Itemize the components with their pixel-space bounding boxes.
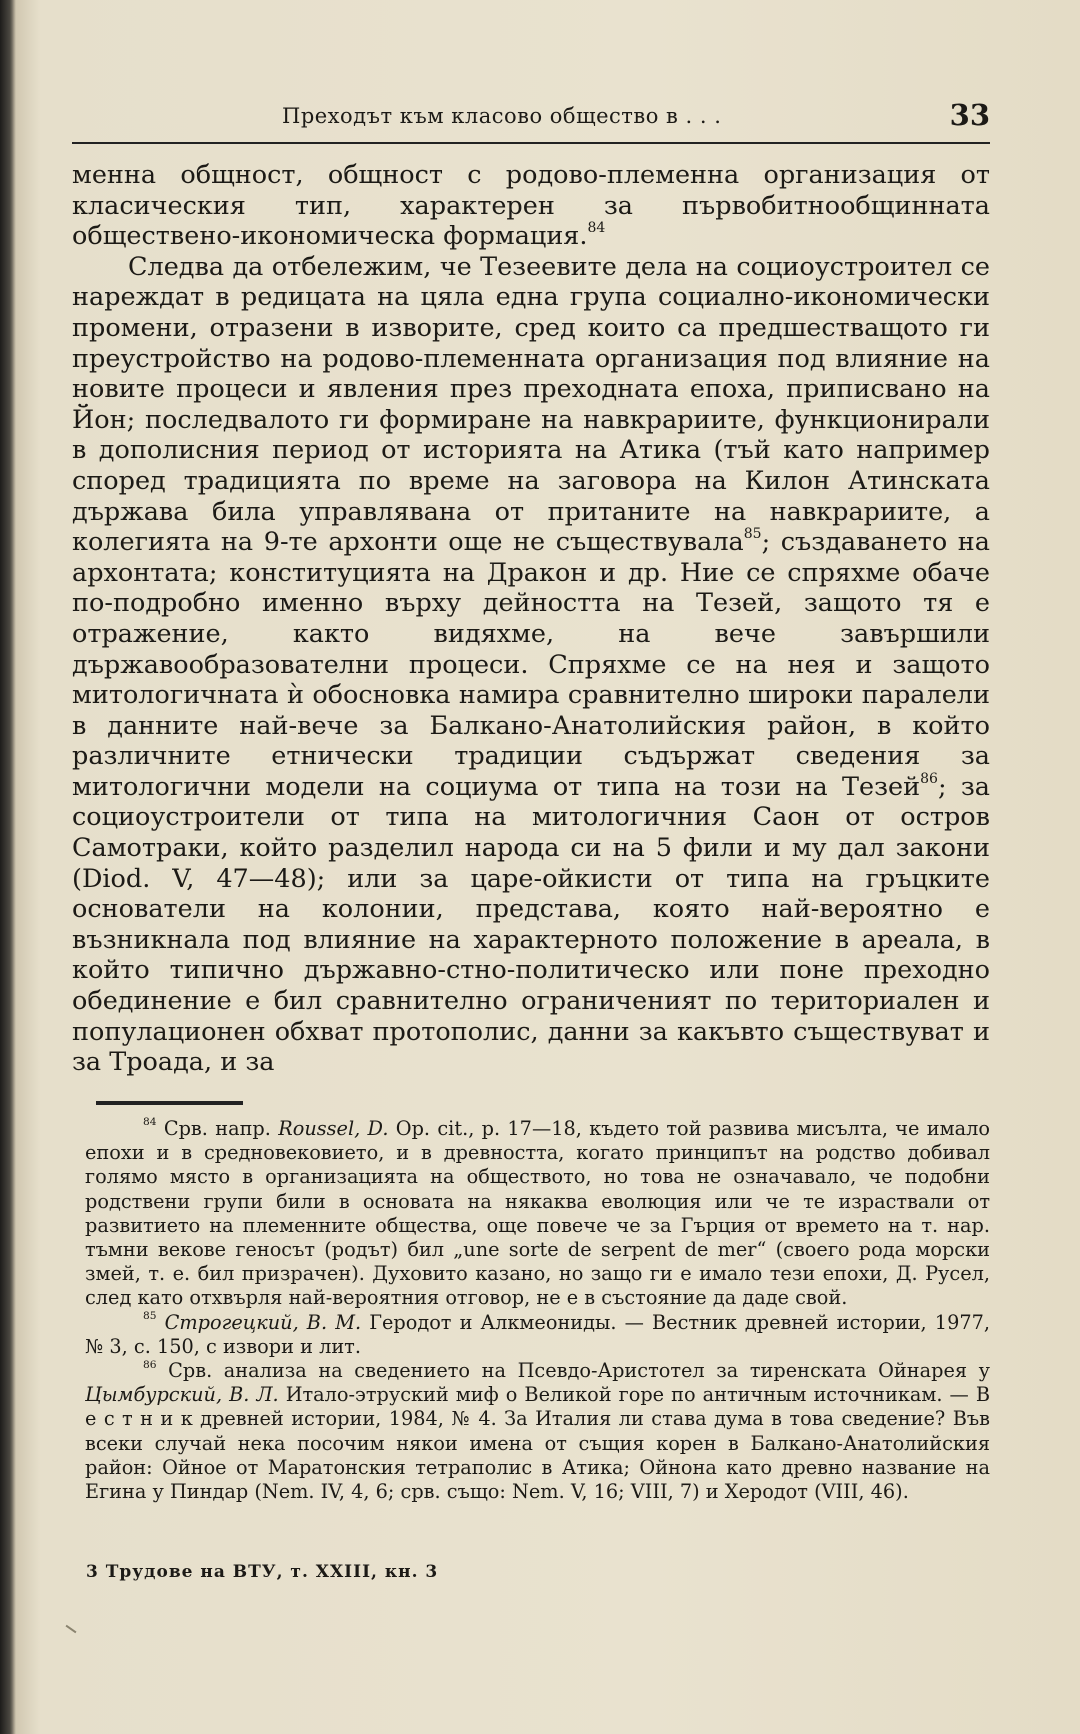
footnote-number: 85 [143, 1309, 157, 1323]
footnotes [85, 1117, 990, 1504]
footnote-author: Строгецкий, В. М. [164, 1310, 362, 1334]
paragraph-2-text-b: ; създаването на архонтата; конституцията на Дракон и др. Ние се спряхме обаче по-подробно именно върху дейността на Тезей, защото тя е отражение, както видяхме, на вече завършили държавообразователни процеси. Спряхме се на нея и защото митологичната ѝ обосновка намира сравнително широки паралели в данните най-вече за Балкано-Анатолийския район, в който различните етнически традиции съдържат сведения за митологични модели на социума от типа на този на Тезей [72, 527, 990, 802]
footnote-text: Op. cit., p. 17—18, където той развива мисълта, че имало епохи и в средновековието, и в древността, когато принципът на родство добивал голямо място в организацията на обществото, но това не означавало, че подобни родствени групи били в основата на някаква еволюция или че те израствали от развитието на племенните общества, още повече че за Гърция от времето на т. нар. тъмни векове геносът (родът) бил „une sorte de serpent de mer“ (своего рода морски змей, т. е. бил призрачен). Духовито казано, но защо ги е имало тези епохи, Д. Русел, след като отхвърля най-вероятния отговор, не е в състояние да даде свой. [85, 1117, 990, 1310]
footnote-85 [85, 1311, 990, 1359]
header-rule [72, 142, 990, 144]
footnote-86 [85, 1359, 990, 1504]
paragraph-1-text: менна общност, общност с родово-племенна организация от класическия тип, характерен за първобитнообщинната обществено-икономическа формация. [72, 160, 990, 252]
footnote-separator [96, 1101, 243, 1105]
footnote-number: 86 [143, 1357, 157, 1371]
footnote-text: Геродот и Алкмеониды. — Вестник древней истории, 1977, № 3, с. 150, с извори и лит. [85, 1310, 990, 1358]
paragraph-2-text-c: ; за социоустроители от типа на митологичния Саон от остров Самотраки, който разделил народа си на 5 фили и му дал закони (Diod. V, 47—48); или за царе-ойкисти от типа на гръцките основатели на колонии, представа, която най-вероятно е възникнала под влияние на характерното положение в ареала, в който типично държавно-стно-политическо или поне преходно обединение е бил сравнително ограниченият по териториален и популационен обхват протополис, данни за какъвто съществуват и за Троада, и за [72, 771, 991, 1078]
page-header [72, 98, 990, 142]
main-text [72, 160, 990, 1078]
footnote-text: Срв. анализа на сведението на Псевдо-Аристотел за тиренската Ойнарея у [168, 1359, 990, 1383]
paragraph-2-text-a: Следва да отбележим, че Тезеевите дела на социоустроител се нареждат в редицата на цяла една група социално-икономически промени, отразени в изворите, сред които са предшестващото ги преустройство на родово-племенната организация под влияние на новите процеси и явления през преходната епоха, приписвано на Йон; последвалото ги формиране на навкрариите, функционирали в дополисния период от историята на Атика (тъй като например според традицията по време на заговора на Килон Атинската държава била управлявана от пританите на навкрариите, а колегията на 9-те архонти още не съществувала [72, 251, 990, 558]
page-mark [66, 1625, 77, 1634]
footnote-number: 84 [143, 1115, 157, 1129]
paragraph-2 [72, 252, 990, 1078]
footnote-author: Roussel, D. [278, 1117, 389, 1140]
paragraph-1 [72, 160, 990, 252]
footnote-text: Срв. напр. [163, 1117, 279, 1140]
footnote-ref-86: 86 [920, 770, 938, 787]
footnote-ref-84: 84 [587, 219, 606, 236]
footnote-84 [85, 1117, 990, 1311]
running-head: Преходът към класово общество в . . . [282, 104, 722, 128]
footnote-author: Цымбурский, В. Л. [85, 1383, 279, 1407]
page-number: 33 [949, 98, 990, 132]
footnote-text: Итало-этруский миф о Великой горе по античным источникам. — В е с т н и к древней истории, 1984, № 4. За Италия ли става дума в това сведение? Във всеки случай нека посочим някои имена от същия корен в Балкано-Анатолийския район: Ойное от Маратонския тетраполис в Атика; Ойнона като древно название на Егина у Пиндар (Nem. IV, 4, 6; срв. също: Nem. V, 16; VIII, 7) и Херодот (VIII, 46). [85, 1383, 991, 1504]
footnote-ref-85: 85 [743, 525, 762, 542]
printer-signature: 3 Трудове на ВТУ, т. XXIII, кн. 3 [86, 1562, 439, 1582]
book-spine-shadow [0, 0, 16, 1734]
